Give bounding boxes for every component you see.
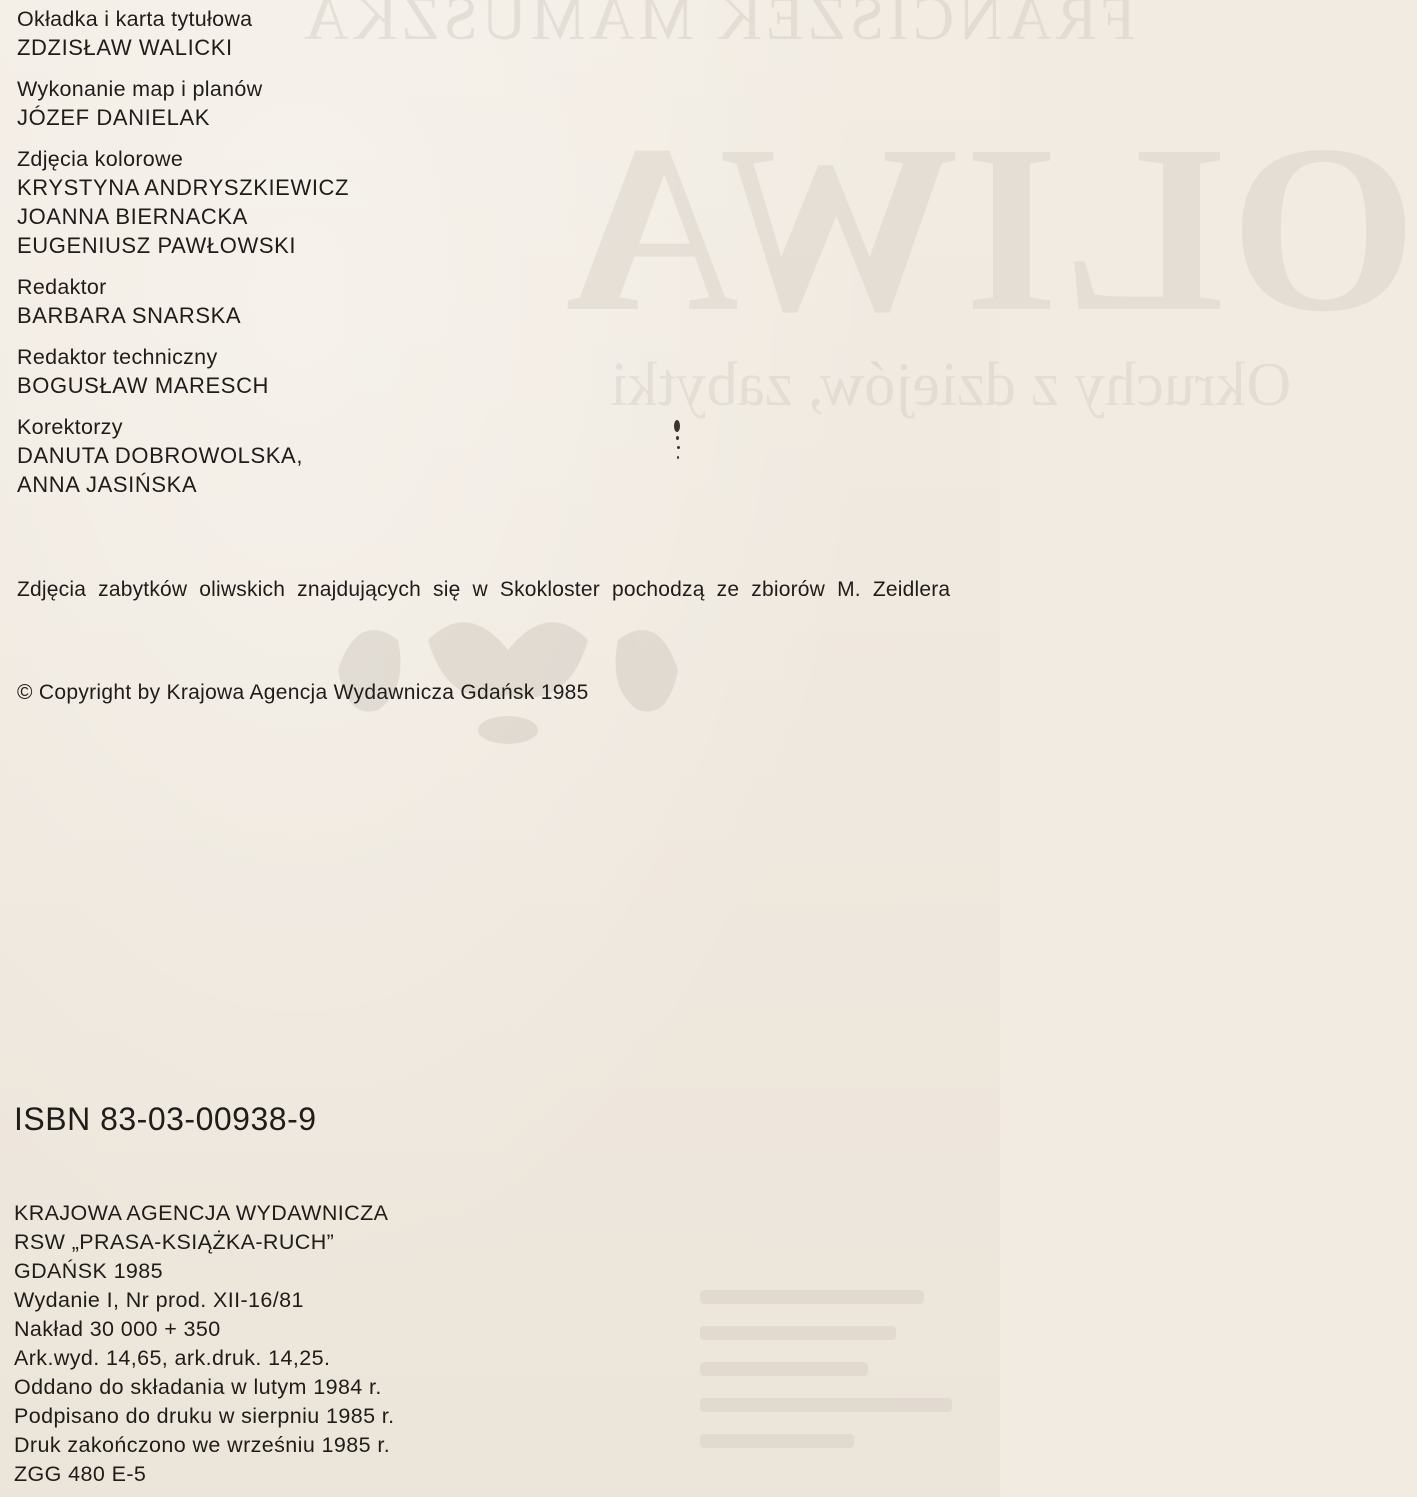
show-through-title: OLIWA	[560, 95, 1417, 361]
imprint-line: GDAŃSK 1985	[14, 1259, 164, 1283]
credit-name: EUGENIUSZ PAWŁOWSKI	[17, 233, 297, 258]
show-through-subtitle: Okruchy z dziejów, zabytki	[610, 351, 1292, 419]
isbn-number: ISBN 83-03-00938-9	[14, 1101, 317, 1137]
credits-list	[17, 6, 617, 513]
credit-name: JOANNA BIERNACKA	[17, 204, 248, 229]
photo-source-note: Zdjęcia zabytków oliwskich znajdujących się w Skokloster pochodzą ze zbiorów M. Zeidlera	[17, 578, 951, 601]
ink-speck	[674, 420, 680, 432]
credit-cover	[17, 6, 617, 62]
imprint-line: Nakład 30 000 + 350	[14, 1317, 221, 1341]
imprint-line: Ark.wyd. 14,65, ark.druk. 14,25.	[14, 1346, 331, 1370]
ink-speck	[677, 446, 680, 449]
credit-photos	[17, 146, 617, 260]
credit-name: BARBARA SNARSKA	[17, 303, 242, 328]
credit-technical-editor	[17, 344, 617, 400]
copyright-notice: © Copyright by Krajowa Agencja Wydawnicza Gdańsk 1985	[17, 681, 589, 704]
credit-role: Okładka i karta tytułowa	[17, 7, 253, 31]
imprint-line: Wydanie I, Nr prod. XII-16/81	[14, 1288, 304, 1312]
imprint-line: RSW „PRASA-KSIĄŻKA-RUCH”	[14, 1230, 335, 1254]
publisher-imprint	[14, 1199, 395, 1489]
imprint-line: Podpisano do druku w sierpniu 1985 r.	[14, 1404, 395, 1428]
credit-editor	[17, 274, 617, 330]
credit-role: Zdjęcia kolorowe	[17, 147, 184, 171]
credit-role: Redaktor	[17, 275, 107, 299]
credit-proofreaders	[17, 414, 617, 499]
credit-name: BOGUSŁAW MARESCH	[17, 373, 270, 398]
show-through-emblem-icon	[318, 600, 698, 750]
ink-speck	[677, 456, 679, 459]
imprint-line: KRAJOWA AGENCJA WYDAWNICZA	[14, 1201, 389, 1225]
show-through-author: FRANCISZEK MAMUSZKA	[300, 0, 1136, 53]
credit-name: KRYSTYNA ANDRYSZKIEWICZ	[17, 175, 350, 200]
credit-name: JÓZEF DANIELAK	[17, 105, 210, 130]
imprint-line: Druk zakończono we wrześniu 1985 r.	[14, 1433, 391, 1457]
credit-name: ZDZISŁAW WALICKI	[17, 35, 233, 60]
imprint-line: ZGG 480 E-5	[14, 1462, 147, 1486]
show-through-imprint	[700, 1290, 980, 1480]
credit-role: Korektorzy	[17, 415, 123, 439]
credit-role: Redaktor techniczny	[17, 345, 218, 369]
credit-name: ANNA JASIŃSKA	[17, 472, 198, 497]
imprint-line: Oddano do składania w lutym 1984 r.	[14, 1375, 382, 1399]
credit-name: DANUTA DOBROWOLSKA,	[17, 443, 304, 468]
credit-maps	[17, 76, 617, 132]
credit-role: Wykonanie map i planów	[17, 77, 263, 101]
ink-speck	[676, 436, 679, 440]
